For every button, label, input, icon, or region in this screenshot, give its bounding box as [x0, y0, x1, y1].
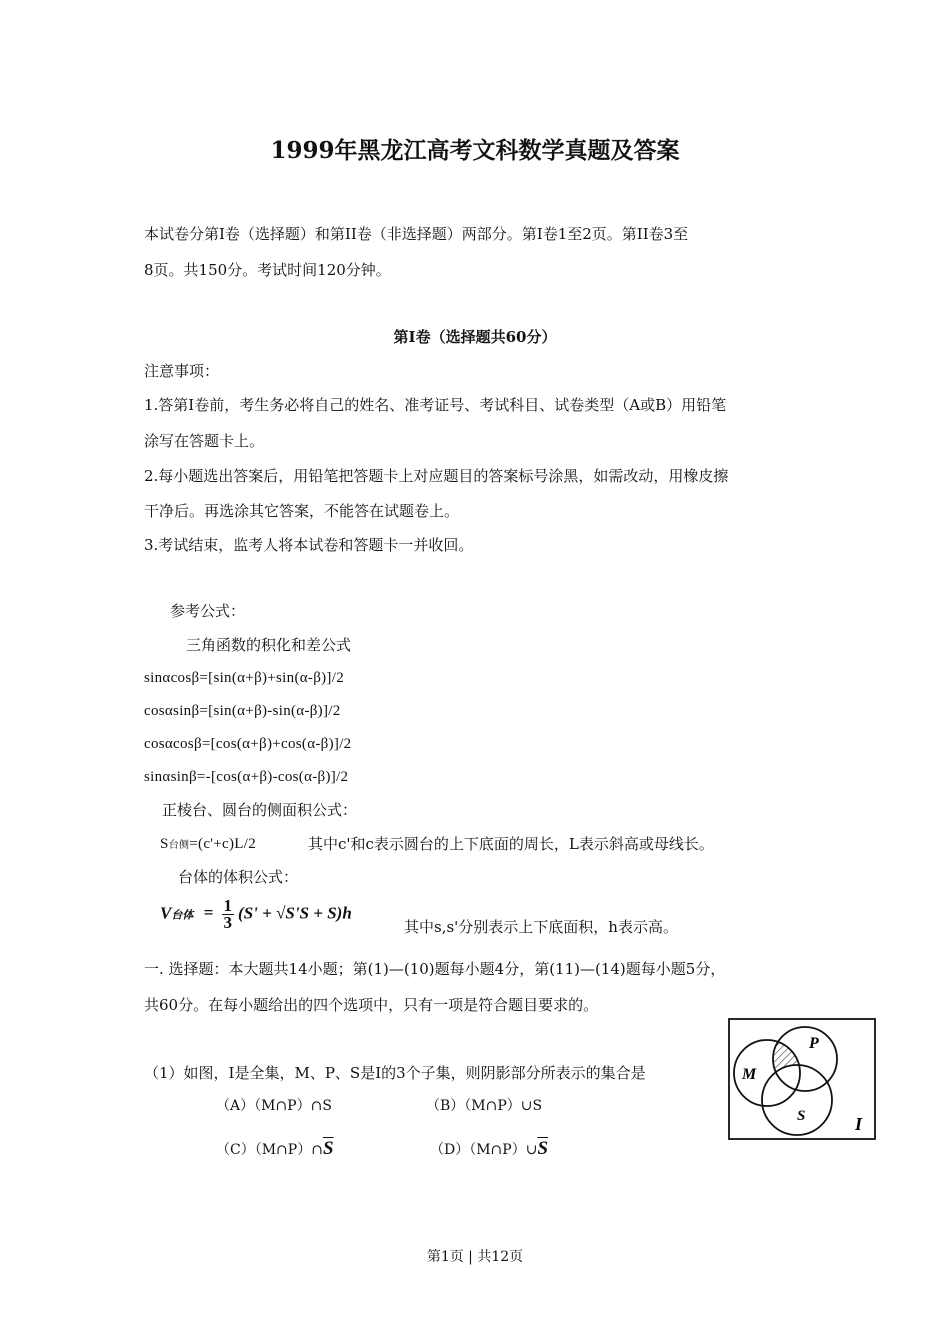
volume-heading: 台体的体积公式： — [178, 868, 299, 886]
lateral-expression: =(c'+c)L/2 — [189, 836, 257, 852]
option-c-text: （C）（M∩P）∩ — [216, 1142, 323, 1158]
note-2-line-2: 干净后。再选涂其它答案，不能答在试题卷上。 — [144, 502, 460, 520]
page-footer: 第1页 | 共12页 — [426, 1249, 524, 1265]
intro-line-1: 本试卷分第Ⅰ卷（选择题）和第II卷（非选择题）两部分。第Ⅰ卷1至2页。第II卷3至 — [144, 225, 689, 243]
trig-heading: 三角函数的积化和差公式 — [186, 636, 352, 654]
volume-subscript: 台体 — [171, 909, 194, 922]
venn-circle-s — [762, 1065, 832, 1135]
note-1-line-1: 1.答第Ⅰ卷前，考生务必将自己的姓名、准考证号、考试科目、试卷类型（A或B）用铅笔 — [144, 396, 727, 414]
question-1-stem: （1）如图，I是全集，M、P、S是I的3个子集，则阴影部分所表示的集合是 — [144, 1064, 646, 1082]
option-a: （A）（M∩P）∩S — [216, 1098, 332, 1114]
option-d — [430, 1138, 548, 1161]
venn-label-i: I — [855, 1114, 863, 1134]
formulas-heading: 参考公式： — [170, 602, 246, 620]
note-3: 3.考试结束，监考人将本试卷和答题卡一并收回。 — [144, 536, 474, 554]
notes-heading: 注意事项： — [144, 362, 220, 380]
volume-expression: (S' + √S'S + S)h — [238, 903, 352, 923]
volume-note: 其中s,s'分别表示上下底面积，h表示高。 — [404, 918, 678, 936]
volume-formula — [160, 898, 352, 931]
section-1-title: 第Ⅰ卷（选择题共60分） — [393, 328, 557, 346]
option-b: （B）（M∩P）∪S — [426, 1098, 543, 1114]
part-1-line-1: 一. 选择题：本大题共14小题；第(1)—(10)题每小题4分，第(11)—(14)题每小题5分， — [144, 960, 726, 978]
trig-formula-3: cosαcosβ=[cos(α+β)+cos(α-β)]/2 — [144, 736, 352, 752]
volume-numerator: 1 — [223, 896, 233, 915]
venn-label-p: P — [809, 1035, 819, 1052]
volume-equals: = — [203, 903, 214, 923]
lateral-heading: 正棱台、圆台的侧面积公式： — [162, 801, 358, 819]
option-d-s-bar: $\overline{S}$ — [537, 1138, 549, 1159]
note-2-line-1: 2.每小题选出答案后，用铅笔把答题卡上对应题目的答案标号涂黑，如需改动，用橡皮擦 — [144, 467, 729, 485]
volume-v: V — [160, 903, 172, 923]
intro-line-2: 8页。共150分。考试时间120分钟。 — [144, 261, 391, 279]
document-title: 1999年黑龙江高考文科数学真题及答案 — [270, 137, 680, 164]
venn-diagram — [727, 1017, 877, 1141]
trig-formula-4: sinαsinβ=-[cos(α+β)-cos(α-β)]/2 — [144, 769, 349, 785]
trig-formula-1: sinαcosβ=[sin(α+β)+sin(α-β)]/2 — [144, 670, 344, 686]
volume-fraction — [222, 898, 235, 931]
note-1-line-2: 涂写在答题卡上。 — [144, 432, 265, 450]
lateral-note: 其中c'和c表示圆台的上下底面的周长，L表示斜高或母线长。 — [308, 835, 714, 853]
lateral-s: S — [160, 836, 169, 852]
venn-label-m: M — [742, 1066, 757, 1083]
trig-formula-2: cosαsinβ=[sin(α+β)-sin(α-β)]/2 — [144, 703, 341, 719]
lateral-formula — [160, 833, 256, 857]
option-d-text: （D）（M∩P）∪ — [430, 1142, 538, 1158]
lateral-subscript: 台侧 — [168, 840, 190, 851]
option-c-s-bar: $\overline{S}$ — [322, 1138, 334, 1159]
venn-label-s: S — [797, 1108, 806, 1124]
part-1-line-2: 共60分。在每小题给出的四个选项中，只有一项是符合题目要求的。 — [144, 996, 599, 1014]
volume-denominator: 3 — [223, 913, 233, 932]
option-c — [216, 1138, 334, 1161]
